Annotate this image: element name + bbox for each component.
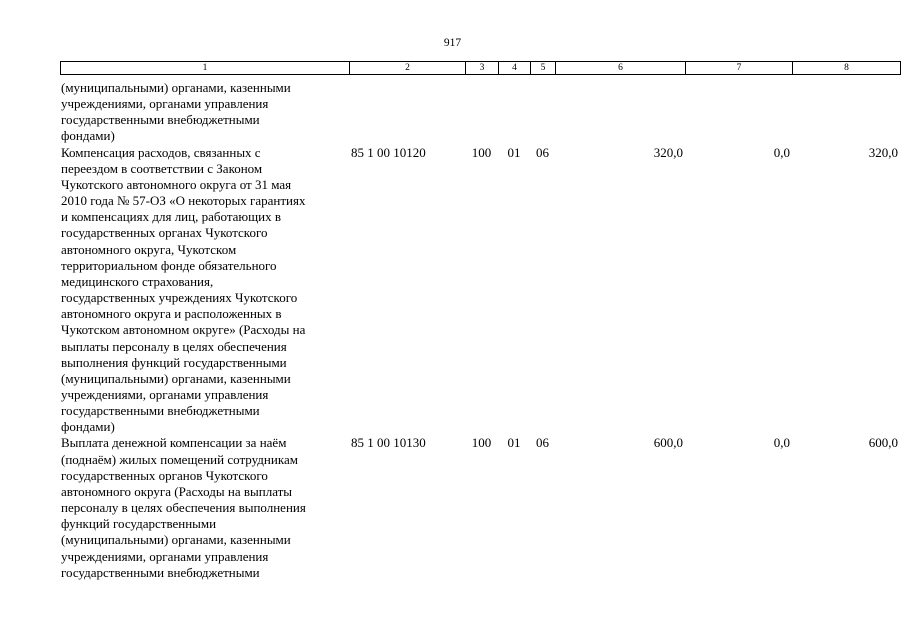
row-target-code: 85 1 00 10120 xyxy=(351,144,426,160)
row-amount-total: 600,0 xyxy=(653,435,683,451)
column-number-header xyxy=(60,61,901,75)
column-number-2: 2 xyxy=(350,62,466,75)
column-number-5: 5 xyxy=(531,62,556,75)
row-target-code xyxy=(349,80,465,145)
row-amount-total: 320,0 xyxy=(653,144,683,160)
table-row xyxy=(60,80,900,145)
row-amount-federal xyxy=(685,80,792,145)
row-target-code: 85 1 00 10130 xyxy=(351,435,426,451)
row-section xyxy=(498,80,530,145)
column-number-8: 8 xyxy=(793,62,901,75)
column-number-4: 4 xyxy=(499,62,531,75)
row-amount-federal: 0,0 xyxy=(773,435,790,451)
row-description: (муниципальными) органами, казенными учреждениями, органами управления государственными внебюджетными фондами) xyxy=(61,80,291,144)
row-section: 01 xyxy=(507,435,521,451)
row-subsection xyxy=(530,80,555,145)
row-amount-regional: 600,0 xyxy=(868,435,898,451)
row-amount-regional xyxy=(792,80,900,145)
row-expense-type xyxy=(465,80,498,145)
column-number-1: 1 xyxy=(61,62,350,75)
row-amount-regional: 320,0 xyxy=(868,144,898,160)
page-number: 917 xyxy=(443,37,462,49)
row-subsection: 06 xyxy=(536,144,549,160)
table-row xyxy=(60,145,900,436)
row-expense-type: 100 xyxy=(471,435,492,451)
row-amount-total xyxy=(555,80,685,145)
column-number-3: 3 xyxy=(466,62,499,75)
row-amount-federal: 0,0 xyxy=(773,144,790,160)
budget-table xyxy=(60,80,900,581)
row-description: Компенсация расходов, связанных с переездом в соответствии с Законом Чукотского автономного округа от 31 мая 2010 года № 57-ОЗ «О некоторых гарантиях и компенсациях для лиц, работающих в государственных органах Чукотского автономного округа, Чукотском территориальном фонде обязательного медицинского страхования, государственных учреждениях Чукотского автономного округа и расположенных в Чукотском автономном округе» (Расходы на выплаты персоналу в целях обеспечения выполнения функций государственными (муниципальными) органами, казенными учреждениями, органами управления государственными внебюджетными фондами) xyxy=(61,144,306,435)
row-description: Выплата денежной компенсации за наём (поднаём) жилых помещений сотрудникам государственных органов Чукотского автономного округа (Расходы на выплаты персоналу в целях обеспечения выполнения функций государственными (муниципальными) органами, казенными учреждениями, органами управления государственными внебюджетными xyxy=(61,435,306,580)
row-expense-type: 100 xyxy=(471,144,492,160)
row-subsection: 06 xyxy=(536,435,549,451)
column-number-6: 6 xyxy=(556,62,686,75)
column-number-7: 7 xyxy=(686,62,793,75)
row-section: 01 xyxy=(507,144,521,160)
table-row xyxy=(60,435,900,580)
